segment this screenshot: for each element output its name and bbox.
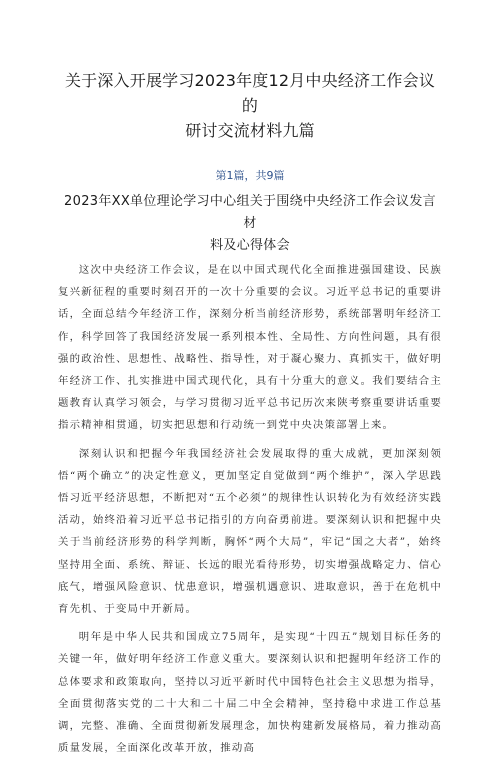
document-title bbox=[58, 68, 442, 143]
body-paragraph: 深刻认识和把握今年我国经济社会发展取得的重大成就，更加深刻领悟“两个确立”的决定性意义，更加坚定自觉做到“两个维护”，深入学思践悟习近平经济思想，不断把对“五个必须”的规律性认识转化为有效经济实践活动，始终沿着习近平总书记指引的方向奋勇前进。要深刻认识和把握中央关于当前经济形势的科学判断，胸怀“两个大局”，牢记“国之大者”，始终坚持用全面、系统、辩证、长远的眼光看待形势，切实增强战略定力、信心底气，增强风险意识、忧患意识，增强机遇意识、进取意识，善于在危机中育先机、于变局中开新局。 bbox=[58, 447, 442, 616]
document-title-line-1: 关于深入开展学习2023年度12月中央经济工作会议的 bbox=[64, 71, 436, 115]
body-paragraph: 明年是中华人民共和国成立75周年，是实现“十四五”规划目标任务的关键一年，做好明年经济工作意义重大。要深刻认识和把握明年经济工作的总体要求和政策取向，坚持以习近平新时代中国特色社会主义思想为指导，全面贯彻落实党的二十大和二十届二中全会精神，坚持稳中求进工作总基调，完整、准确、全面贯彻新发展理念，加快构建新发展格局，着力推动高质量发展，全面深化改革开放，推动高 bbox=[58, 631, 442, 755]
document-title-line-2: 研讨交流材料九篇 bbox=[185, 121, 315, 140]
document-page bbox=[0, 68, 500, 775]
section-counter: 第1篇，共9篇 bbox=[215, 169, 285, 182]
body-paragraph: 这次中央经济工作会议，是在以中国式现代化全面推进强国建设、民族复兴新征程的重要时刻召开的一次十分重要的会议。习近平总书记的重要讲话，全面总结今年经济工作，深刻分析当前经济形势，系统部署明年经济工作，科学回答了我国经济发展一系列根本性、全局性、方向性问题，具有很强的政治性、思想性、战略性、指导性，对于凝心聚力、真抓实干，做好明年经济工作、扎实推进中国式现代化，具有十分重大的意义。我们要结合主题教育认真学习领会，与学习贯彻习近平总书记历次来陕考察重要讲话重要指示精神相贯通，切实把思想和行动统一到党中央决策部署上来。 bbox=[58, 264, 442, 432]
article-title-line-2: 料及心得体会 bbox=[210, 238, 290, 253]
article-title-line-1: 2023年XX单位理论学习中心组关于围绕中央经济工作会议发言材 bbox=[64, 194, 436, 231]
article-title bbox=[58, 191, 442, 257]
